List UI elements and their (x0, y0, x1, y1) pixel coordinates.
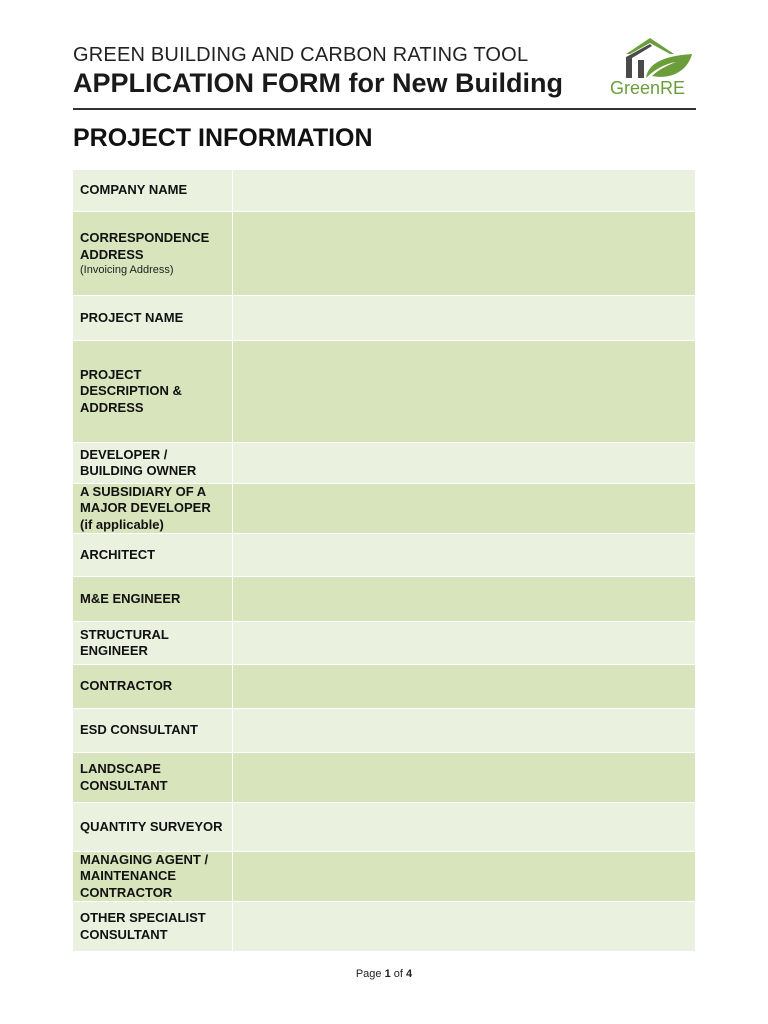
row-sublabel: (Invoicing Address) (80, 264, 174, 276)
row-label: QUANTITY SURVEYOR (80, 818, 223, 834)
row-label-cell (73, 534, 233, 576)
row-label: COMPANY NAME (80, 182, 188, 198)
row-label-cell (73, 665, 233, 708)
row-label-cell (73, 852, 233, 901)
of-word: of (393, 968, 403, 980)
page-word: Page (355, 968, 382, 980)
page-current: 1 (384, 968, 391, 980)
row-label-cell (73, 902, 233, 951)
header-divider (73, 108, 696, 110)
form-row-subsidiary (73, 484, 695, 534)
row-label-cell (73, 296, 233, 340)
row-label-cell (73, 753, 233, 802)
contractor-field[interactable] (233, 665, 695, 708)
row-label-cell (73, 622, 233, 664)
row-label-cell (73, 170, 233, 211)
section-title: PROJECT INFORMATION (73, 124, 373, 152)
form-row-project-description (73, 341, 695, 443)
form-row-developer (73, 443, 695, 484)
form-row-company-name (73, 170, 695, 212)
form-row-structural-engineer (73, 622, 695, 665)
form-row-project-name (73, 296, 695, 341)
row-label-cell (73, 709, 233, 752)
row-label: ESD CONSULTANT (80, 722, 198, 738)
row-label-cell (73, 484, 233, 533)
correspondence-address-field[interactable] (233, 212, 695, 295)
structural-engineer-field[interactable] (233, 622, 695, 664)
form-row-correspondence-address (73, 212, 695, 296)
logo-wordmark: GreenRE (610, 78, 686, 98)
company-name-field[interactable] (233, 170, 695, 211)
row-label: OTHER SPECIALIST CONSULTANT (80, 910, 206, 942)
project-info-table (73, 170, 695, 952)
me-engineer-field[interactable] (233, 577, 695, 621)
row-label: CONTRACTOR (80, 678, 173, 694)
form-row-me-engineer (73, 577, 695, 622)
form-row-esd-consultant (73, 709, 695, 753)
form-row-landscape-consultant (73, 753, 695, 803)
landscape-consultant-field[interactable] (233, 753, 695, 802)
row-label-cell (73, 577, 233, 621)
row-label: A SUBSIDIARY OF A MAJOR DEVELOPER (if applicable) (80, 483, 211, 532)
row-label: PROJECT NAME (80, 309, 184, 325)
form-row-quantity-surveyor (73, 803, 695, 852)
row-label-cell (73, 341, 233, 442)
managing-agent-field[interactable] (233, 852, 695, 901)
row-label: M&E ENGINEER (80, 590, 181, 606)
header-form-title: APPLICATION FORM for New Building (73, 68, 563, 98)
header-block (73, 42, 696, 110)
project-name-field[interactable] (233, 296, 695, 340)
house-leaf-icon (606, 36, 698, 80)
row-label: LANDSCAPE CONSULTANT (80, 761, 168, 793)
form-row-other-specialist (73, 902, 695, 952)
row-label: MANAGING AGENT / MAINTENANCE CONTRACTOR (80, 851, 209, 900)
row-label-cell (73, 443, 233, 483)
row-label: DEVELOPER / BUILDING OWNER (80, 446, 197, 478)
esd-consultant-field[interactable] (233, 709, 695, 752)
page-total: 4 (406, 968, 413, 980)
project-description-field[interactable] (233, 341, 695, 442)
form-row-architect (73, 534, 695, 577)
page-footer (0, 968, 768, 980)
row-label: ARCHITECT (80, 546, 156, 562)
quantity-surveyor-field[interactable] (233, 803, 695, 851)
architect-field[interactable] (233, 534, 695, 576)
developer-field[interactable] (233, 443, 695, 483)
row-label: CORRESPONDENCE ADDRESS (80, 230, 210, 262)
greenre-logo (606, 36, 698, 100)
other-specialist-field[interactable] (233, 902, 695, 951)
subsidiary-field[interactable] (233, 484, 695, 533)
row-label-cell (73, 212, 233, 295)
form-row-managing-agent (73, 852, 695, 902)
row-label: STRUCTURAL ENGINEER (80, 626, 169, 658)
header-tool-title: GREEN BUILDING AND CARBON RATING TOOL (73, 44, 529, 66)
row-label: PROJECT DESCRIPTION & ADDRESS (80, 366, 182, 415)
row-label-cell (73, 803, 233, 851)
form-row-contractor (73, 665, 695, 709)
